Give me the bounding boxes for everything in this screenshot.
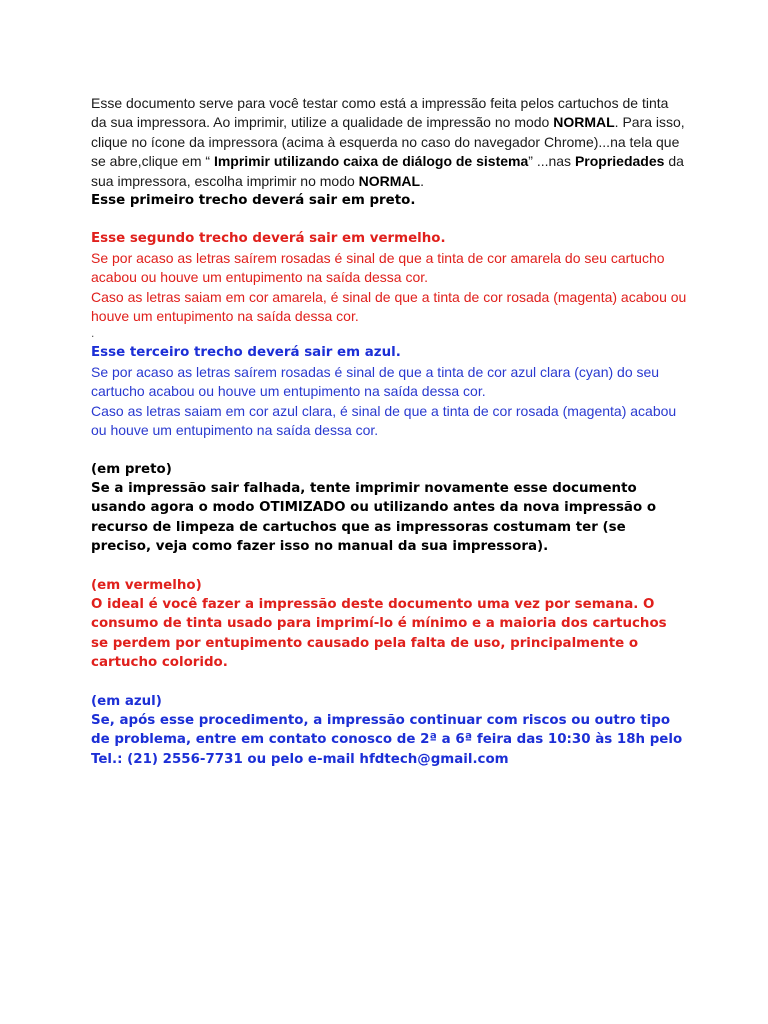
blue-note-line-1: Se, após esse procedimento, a impressão continuar com riscos ou outro tipo [91,712,671,728]
red-note-line-1: O ideal é você fazer a impressão deste documento uma vez por semana. O [91,596,655,612]
black-note-label: (em preto) [91,461,172,477]
intro-line-2 [91,113,691,132]
blue-section-heading: Esse terceiro trecho deverá sair em azul. [91,345,401,361]
normal-mode-bold-2: NORMAL [358,172,421,189]
intro-line-5 [91,172,691,191]
intro-da: da [664,153,684,170]
red-section-heading: Esse segundo trecho deverá sair em vermelho. [91,231,446,247]
contact-line: Tel.: (21) 2556-7731 ou pelo e-mail hfdtech@gmail.com [91,751,509,767]
blue-note-label: (em azul) [91,693,162,709]
red-line-3: Caso as letras saiam em cor amarela, é sinal de que a tinta de cor rosada (magenta) acabou ou [91,288,687,305]
red-line-4: houve um entupimento na saída dessa cor. [91,308,359,325]
red-line-1: Se por acaso as letras saírem rosadas é sinal de que a tinta de cor amarela do seu cartucho [91,249,665,266]
intro-nas: ” ...nas [528,153,575,170]
intro-para-isso: . Para isso, [614,114,685,131]
intro-line-4-text: se abre,clique em “ [91,153,214,170]
intro-line-1: Esse documento serve para você testar como está a impressão feita pelos cartuchos de tinta [91,95,669,111]
separator-dot: . [91,326,95,341]
black-section-heading: Esse primeiro trecho deverá sair em preto. [91,193,416,209]
intro-line-2-text: da sua impressora. Ao imprimir, utilize a qualidade de impressão no modo [91,114,554,131]
red-note-label: (em vermelho) [91,577,202,593]
intro-paragraph [91,94,691,191]
properties-bold: Propriedades [574,153,665,170]
red-note-line-2: consumo de tinta usado para imprimí-lo é mínimo e a maioria dos cartuchos [91,616,667,632]
blue-line-4: ou houve um entupimento na saída dessa cor. [91,422,379,439]
intro-line-3: clique no ícone da impressora (acima à esquerda no caso do navegador Chrome)...na tela que [91,133,680,150]
black-note-line-1: Se a impressão sair falhada, tente imprimir novamente esse documento [91,480,637,496]
black-note-line-4: preciso, veja como fazer isso no manual da sua impressora). [91,539,549,555]
system-dialog-bold: Imprimir utilizando caixa de diálogo de sistema [213,153,529,170]
red-note-line-4: cartucho colorido. [91,655,228,671]
red-line-2: acabou ou houve um entupimento na saída dessa cor. [91,269,429,286]
blue-line-3: Caso as letras saiam em cor azul clara, é sinal de que a tinta de cor rosada (magenta) acabou [91,402,677,419]
blue-line-1: Se por acaso as letras saírem rosadas é sinal de que a tinta de cor azul clara (cyan) do seu [91,363,660,380]
blue-note-line-2: de problema, entre em contato conosco de 2ª a 6ª feira das 10:30 às 18h pelo [91,732,683,748]
black-note-line-2: usando agora o modo OTIMIZADO ou utilizando antes da nova impressão o [91,500,657,516]
blue-section-body [91,363,691,441]
spacer [91,441,691,460]
document-page [91,94,691,769]
normal-mode-bold: NORMAL [553,114,615,131]
red-section-body [91,249,691,327]
intro-line-4 [91,152,691,171]
spacer [91,210,691,229]
black-note-line-3: recurso de limpeza de cartuchos que as impressoras costumam ter (se [91,519,626,535]
blue-line-2: cartucho acabou ou houve um entupimento na saída dessa cor. [91,383,486,400]
intro-period: . [420,172,424,189]
spacer [91,557,691,576]
red-note-line-3: se perdem por entupimento causado pela falta de uso, principalmente o [91,635,639,651]
intro-line-5-text: sua impressora, escolha imprimir no modo [91,172,359,189]
spacer [91,673,691,692]
